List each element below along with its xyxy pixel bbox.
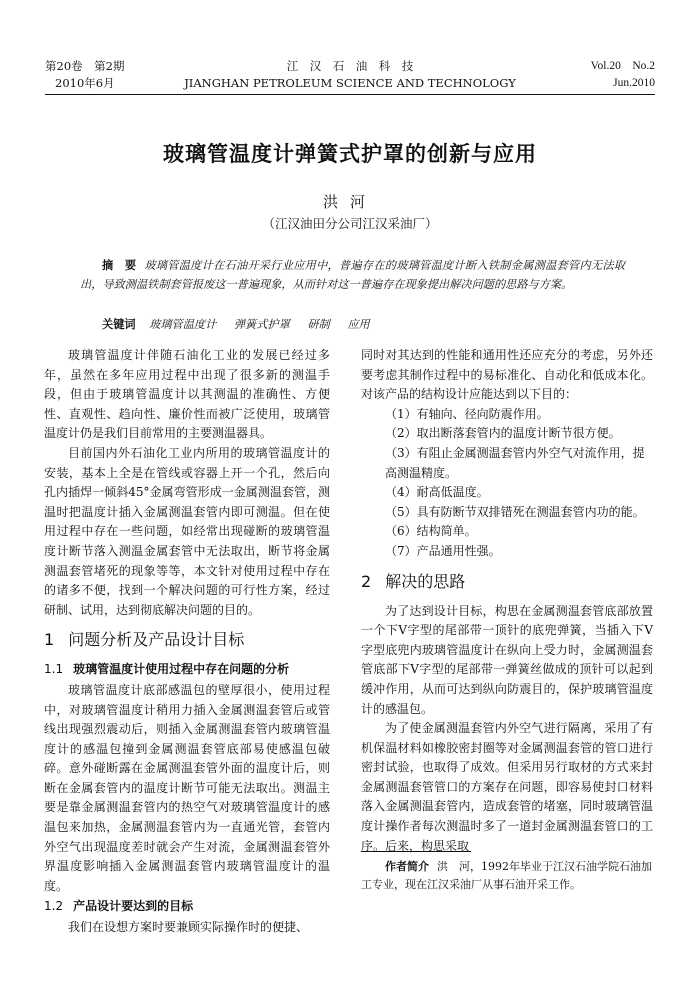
keyword: 应用: [347, 318, 370, 331]
intro-paragraph: 玻璃管温度计伴随石油化工业的发展已经过多年，虽然在多年应用过程中出现了很多新的测温手段，但由于玻璃管温度计以其测温的准确性、方便性、直观性、趋向性、廉价性而被广泛使用，玻璃管温度计仍是我们目前常用的主要测温器具。: [44, 348, 330, 441]
left-column: [44, 346, 330, 938]
header-journal-en: JIANGHAN PETROLEUM SCIENCE AND TECHNOLOGY: [184, 76, 516, 90]
body-paragraph: 为了达到设计目标，构思在金属测温套管底部放置一个下V字型的尾部带一顶针的底兜弹簧，当插入下V字型底兜内玻璃管温度计在纵向上受力时，金属测温套管底部下V字型的尾部带一弹簧丝做成的顶针可以起到缓冲作用，从而可达到纵向防震目的，保护玻璃管温度计的感温包。: [361, 603, 653, 716]
body-paragraph: 我们在设想方案时要兼顾实际操作时的便捷、: [68, 920, 309, 935]
goal-item: （4）耐高低温度。: [385, 485, 489, 500]
goal-item: （1）有轴向、径向防震作用。: [385, 406, 549, 421]
subsection-number: 1.1: [44, 662, 64, 677]
header-date-cn: 2010年6月: [55, 76, 115, 90]
section-number: 1: [44, 630, 55, 650]
article-title: 玻璃管温度计弹簧式护罩的创新与应用: [163, 142, 537, 166]
header-volume-issue-en: Vol.20 No.2: [590, 60, 655, 72]
body-paragraph: 为了使金属测温套管内外空气进行隔离，采用了有机保温材料如橡胶密封圈等对金属测温套管的管口进行密封试验，也取得了成效。但采用另行取材的方式来封金属测温套管管口的方案存在问题，即容易使封口材料落入金属测温套管内，造成套管的堵塞，同时玻璃管温度计操作者每次测温时多了一道封金属测温套管口的工序。后来，构思采取: [361, 721, 653, 853]
keyword: 弹簧式护罩: [233, 318, 290, 331]
footnote-rule: [361, 851, 471, 852]
body-paragraph: 同时对其达到的性能和通用性还应充分的考虑，另外还要考虑其制作过程中的易标准化、自动化和低成本化。对该产品的结构设计应能达到以下目的：: [361, 348, 653, 402]
section-heading: [44, 629, 330, 651]
footnote-text: 洪 河，1992年毕业于江汉石油学院石油加工专业，现在江汉采油厂从事石油开采工作。: [361, 860, 652, 891]
section-number: 2: [361, 571, 372, 591]
subsection-number: 1.2: [44, 899, 64, 914]
abstract: [80, 256, 625, 294]
right-column: [361, 346, 653, 856]
subsection-heading: [44, 660, 330, 680]
intro-paragraph: 目前国内外石油化工业内所用的玻璃管温度计的安装，基本上全是在管线或容器上开一个孔，然后向孔内插焊一倾斜45°金属弯管形成一金属测温套管，测温时把温度计插入金属测温套管内即可测温。但在使用过程中存在一些问题，如经常出现碰断的玻璃管温度计断节落入测温金属套管中无法取出，断节将金属测温套管堵死的现象等等，本文针对使用过程中存在的诸多不便，找到一个解决问题的可行性方案，经过研制、试用，达到彻底解决问题的目的。: [44, 445, 330, 617]
body-paragraph: 玻璃管温度计底部感温包的壁厚很小，使用过程中，对玻璃管温度计稍用力插入金属测温套管后或管线出现强烈震动后，则插入金属测温套管内玻璃管温度计的感温包撞到金属测温套管底部易使感温包破碎。意外碰断露在金属测温套管外面的温度计后，则断在金属套管内的温度计断节可能无法取出。测温主要是靠金属测温套管内的热空气对玻璃管温度计的感温包来加热，金属测温套管内为一直通光管，套管内外空气出现温度差时就会产生对流，金属测温套管外界温度影响插入金属测温套管内玻璃管温度计的温度。: [44, 682, 330, 893]
section-title: 问题分析及产品设计目标: [68, 630, 245, 650]
author-footnote: [361, 858, 653, 894]
goal-item: （3）有阻止金属测温套管内外空气对流作用，提高测温精度。: [385, 445, 645, 480]
keywords-label: 关键词: [102, 318, 136, 331]
author-affiliation: （江汉油田分公司江汉采油厂）: [262, 216, 438, 231]
goal-item: （2）取出断落套管内的温度计断节很方便。: [385, 426, 621, 441]
header-volume-issue-cn: 第20卷 第2期: [45, 59, 125, 73]
keywords: [80, 315, 647, 334]
goal-item: （5）具有防断节双排错死在测温套管内功的能。: [385, 504, 645, 519]
subsection-heading: [44, 897, 330, 917]
goal-item: （6）结构简单。: [385, 524, 477, 539]
abstract-label: 摘 要: [102, 259, 137, 272]
subsection-title: 产品设计要达到的目标: [73, 899, 194, 914]
article-author: 洪河: [322, 193, 377, 211]
goal-item: （7）产品通用性强。: [385, 543, 501, 558]
running-header: [45, 58, 655, 95]
subsection-title: 玻璃管温度计使用过程中存在问题的分析: [73, 662, 290, 677]
section-heading: [361, 571, 653, 593]
header-journal-cn: 江 汉 石 油 科 技: [286, 59, 414, 73]
keyword: 研制: [307, 318, 330, 331]
footnote-label: 作者简介: [385, 860, 429, 873]
abstract-text: 玻璃管温度计在石油开采行业应用中，普遍存在的玻璃管温度计断入铁制金属测温套管内无法取出，导致测温铁制套管报废这一普遍现象，从而针对这一普遍存在现象提出解决问题的思路与方案。: [80, 259, 625, 291]
header-date-en: Jun.2010: [613, 77, 655, 89]
keyword: 玻璃管温度计: [149, 318, 217, 331]
section-title: 解决的思路: [385, 571, 466, 591]
